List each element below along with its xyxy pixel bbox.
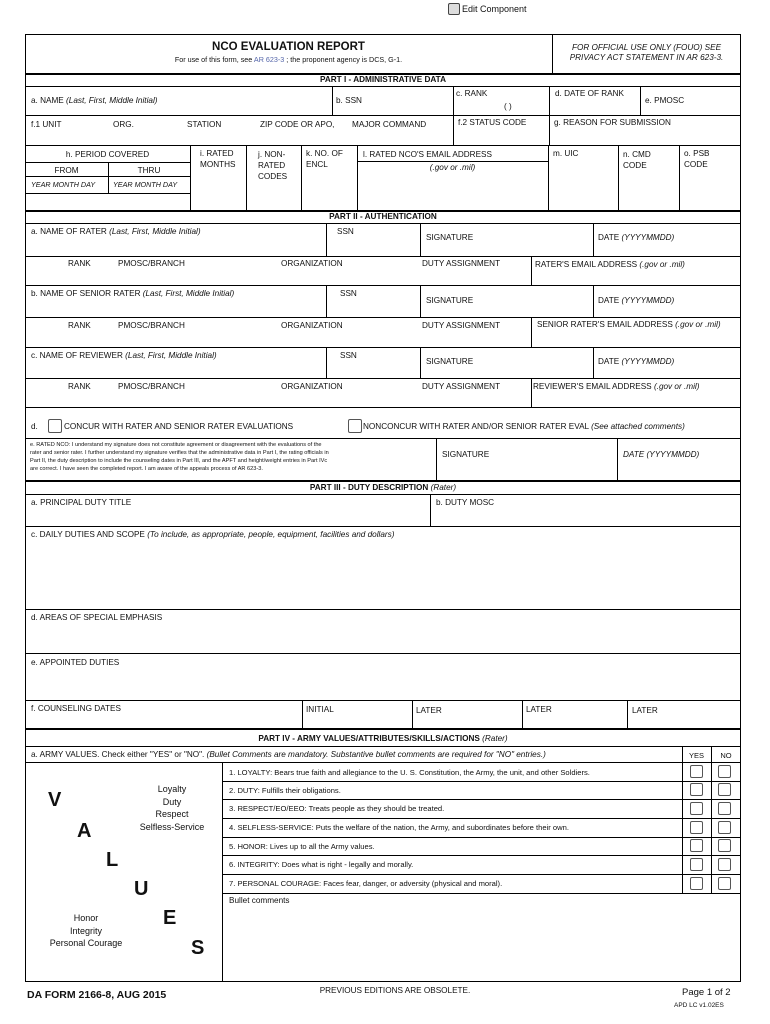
rater-date-label: DATE (YYYYMMDD) xyxy=(598,233,675,242)
form-id: DA FORM 2166-8, AUG 2015 xyxy=(27,989,167,1001)
rater-rank-label: RANK xyxy=(68,259,91,268)
bullet-comments-label: Bullet comments xyxy=(229,896,290,905)
senior-duty-label: DUTY ASSIGNMENT xyxy=(422,321,501,330)
values-letter-s: S xyxy=(191,937,205,959)
period-covered-label: h. PERIOD COVERED xyxy=(65,150,150,159)
reviewer-ssn-label: SSN xyxy=(340,351,357,360)
value-item-integrity: 6. INTEGRITY: Does what is right - legally and morally. xyxy=(229,860,414,869)
rated-nco-statement: e. RATED NCO: I understand my signature does not constitute agreement or disagreement with the evaluations of the rater and senior rater. I further understand my signature verifies that the administrative data in Part I, the rating officials in Part II, the duty description to include the counseling dates in Part III, and the APFT and height/weight entries in Part IVc are correct. I have seen the completed report. I am aware of the appeals process of AR 623-3. xyxy=(30,442,329,472)
no-header: NO xyxy=(720,751,732,760)
status-code-label: f.2 STATUS CODE xyxy=(458,118,527,127)
appointed-duties-label: e. APPOINTED DUTIES xyxy=(31,658,120,667)
values-letter-e: E xyxy=(163,907,177,929)
psb-code-label-2: CODE xyxy=(684,160,708,169)
senior-ssn-label: SSN xyxy=(340,289,357,298)
date-of-rank-label: d. DATE OF RANK xyxy=(555,89,624,98)
fouo-line-1: FOR OFFICIAL USE ONLY (FOUO) SEE xyxy=(571,43,722,52)
encl-label-2: ENCL xyxy=(306,160,328,169)
part1-heading: PART I - ADMINISTRATIVE DATA xyxy=(320,75,446,84)
part4-heading: PART IV - ARMY VALUES/ATTRIBUTES/SKILLS/ACTIONS (Rater) xyxy=(258,734,508,743)
from-format: YEAR MONTH DAY xyxy=(31,180,96,189)
rank-paren: ( ) xyxy=(504,102,512,111)
encl-label-1: k. NO. OF xyxy=(306,149,343,158)
counseling-initial-label: INITIAL xyxy=(306,705,334,714)
rank-label: c. RANK xyxy=(456,89,488,98)
part2-heading: PART II - AUTHENTICATION xyxy=(329,212,437,221)
special-emphasis-label: d. AREAS OF SPECIAL EMPHASIS xyxy=(31,613,163,622)
org-label: ORG. xyxy=(113,120,134,129)
duty-yes-checkbox[interactable] xyxy=(690,783,703,796)
nonrated-label-1: j. NON- xyxy=(258,150,286,159)
edit-component-label: Edit Component xyxy=(462,4,527,14)
value-item-personal-courage: 7. PERSONAL COURAGE: Faces fear, danger, or adversity (physical and moral). xyxy=(229,879,503,888)
fouo-line-2: PRIVACY ACT STATEMENT IN AR 623-3. xyxy=(569,53,724,62)
integrity-no-checkbox[interactable] xyxy=(718,858,731,871)
rated-nco-signature-label: SIGNATURE xyxy=(442,450,490,459)
nonconcur-label: NONCONCUR WITH RATER AND/OR SENIOR RATER EVAL (See attached comments) xyxy=(363,422,685,431)
reviewer-name-label: c. NAME OF REVIEWER (Last, First, Middle Initial) xyxy=(31,351,217,360)
value-item-respect: 3. RESPECT/EO/EEO: Treats people as they should be treated. xyxy=(229,804,445,813)
concur-d-label: d. xyxy=(31,422,38,431)
respect-yes-checkbox[interactable] xyxy=(690,802,703,815)
obsolete-notice: PREVIOUS EDITIONS ARE OBSOLETE. xyxy=(319,986,471,995)
values-letter-v: V xyxy=(48,789,62,811)
part1-box xyxy=(25,74,741,211)
rater-name-label: a. NAME OF RATER (Last, First, Middle Initial) xyxy=(31,227,201,236)
value-item-loyalty: 1. LOYALTY: Bears true faith and allegiance to the U. S. Constitution, the Army, the unit, and other Soldiers. xyxy=(229,768,590,777)
reviewer-rank-label: RANK xyxy=(68,382,91,391)
duty-mosc-label: b. DUTY MOSC xyxy=(436,498,495,507)
senior-email-label: SENIOR RATER'S EMAIL ADDRESS (.gov or .mil) xyxy=(537,320,721,329)
rater-email-label: RATER'S EMAIL ADDRESS (.gov or .mil) xyxy=(535,260,685,269)
rated-months-label-1: i. RATED xyxy=(200,149,234,158)
cmd-code-label-1: n. CMD xyxy=(623,150,651,159)
counseling-dates-label: f. COUNSELING DATES xyxy=(31,704,121,713)
values-list-left: Honor Integrity Personal Courage xyxy=(49,913,123,948)
army-values-label: a. ARMY VALUES. Check either "YES" or "NO". (Bullet Comments are mandatory. Substantive bullet comments are required for "NO" entries.) xyxy=(31,750,546,759)
value-item-duty: 2. DUTY: Fulfills their obligations. xyxy=(229,786,341,795)
counseling-later-2-label: LATER xyxy=(526,705,552,714)
rated-months-label-2: MONTHS xyxy=(200,160,236,169)
values-letter-a: A xyxy=(77,820,92,842)
loyalty-no-checkbox[interactable] xyxy=(718,765,731,778)
form-subtitle: For use of this form, see AR 623-3 ; the proponent agency is DCS, G-1. xyxy=(174,55,403,64)
integrity-yes-checkbox[interactable] xyxy=(690,858,703,871)
from-label: FROM xyxy=(54,166,79,175)
selfless-service-no-checkbox[interactable] xyxy=(718,821,731,834)
major-command-label: MAJOR COMMAND xyxy=(352,120,427,129)
form-version: APD LC v1.02ES xyxy=(674,1002,724,1009)
senior-signature-label: SIGNATURE xyxy=(426,296,474,305)
daily-duties-label: c. DAILY DUTIES AND SCOPE (To include, as appropriate, people, equipment, facilities and dollars) xyxy=(31,530,395,539)
thru-format: YEAR MONTH DAY xyxy=(113,180,178,189)
reviewer-email-label: REVIEWER'S EMAIL ADDRESS (.gov or .mil) xyxy=(533,382,700,391)
nonconcur-checkbox[interactable] xyxy=(348,419,362,433)
page-number: Page 1 of 2 xyxy=(682,987,731,998)
part3-heading: PART III - DUTY DESCRIPTION (Rater) xyxy=(309,483,457,492)
nonrated-label-2: RATED xyxy=(258,161,286,170)
counseling-later-1-label: LATER xyxy=(416,706,442,715)
reviewer-date-label: DATE (YYYYMMDD) xyxy=(598,357,675,366)
personal-courage-no-checkbox[interactable] xyxy=(718,877,731,890)
rater-org-label: ORGANIZATION xyxy=(281,259,343,268)
rater-ssn-label: SSN xyxy=(337,227,354,236)
station-label: STATION xyxy=(187,120,222,129)
duty-no-checkbox[interactable] xyxy=(718,783,731,796)
concur-checkbox[interactable] xyxy=(48,419,62,433)
values-list-right: Loyalty Duty Respect Selfless-Service xyxy=(139,784,205,832)
personal-courage-yes-checkbox[interactable] xyxy=(690,877,703,890)
rated-nco-email-label: l. RATED NCO'S EMAIL ADDRESS xyxy=(363,150,492,159)
senior-pmosc-label: PMOSC/BRANCH xyxy=(118,321,185,330)
loyalty-yes-checkbox[interactable] xyxy=(690,765,703,778)
name-label: a. NAME (Last, First, Middle Initial) xyxy=(31,96,158,105)
concur-label: CONCUR WITH RATER AND SENIOR RATER EVALUATIONS xyxy=(64,422,294,431)
thru-label: THRU xyxy=(137,166,161,175)
reviewer-signature-label: SIGNATURE xyxy=(426,357,474,366)
yes-header: YES xyxy=(688,751,704,760)
rater-signature-label: SIGNATURE xyxy=(426,233,474,242)
rater-pmosc-label: PMOSC/BRANCH xyxy=(118,259,185,268)
honor-yes-checkbox[interactable] xyxy=(690,839,703,852)
form-title: NCO EVALUATION REPORT xyxy=(212,41,365,53)
senior-rank-label: RANK xyxy=(68,321,91,330)
unit-label: f.1 UNIT xyxy=(31,120,62,129)
senior-date-label: DATE (YYYYMMDD) xyxy=(598,296,675,305)
values-letter-l: L xyxy=(106,849,119,871)
reviewer-org-label: ORGANIZATION xyxy=(281,382,343,391)
reason-label: g. REASON FOR SUBMISSION xyxy=(554,118,671,127)
value-item-selfless-service: 4. SELFLESS-SERVICE: Puts the welfare of the nation, the Army, and subordinates before their own. xyxy=(229,823,569,832)
reviewer-duty-label: DUTY ASSIGNMENT xyxy=(422,382,501,391)
zip-label: ZIP CODE OR APO, xyxy=(260,120,335,129)
values-letter-u: U xyxy=(134,878,149,900)
cmd-code-label-2: CODE xyxy=(623,161,647,170)
rated-nco-date-label: DATE (YYYYMMDD) xyxy=(623,450,700,459)
senior-org-label: ORGANIZATION xyxy=(281,321,343,330)
reviewer-pmosc-label: PMOSC/BRANCH xyxy=(118,382,185,391)
part3-box xyxy=(25,481,741,729)
nonrated-label-3: CODES xyxy=(258,172,288,181)
email-hint: (.gov or .mil) xyxy=(429,163,476,172)
principal-duty-label: a. PRINCIPAL DUTY TITLE xyxy=(31,498,132,507)
senior-rater-name-label: b. NAME OF SENIOR RATER (Last, First, Middle Initial) xyxy=(31,289,235,298)
rater-duty-label: DUTY ASSIGNMENT xyxy=(422,259,501,268)
pmosc-label: e. PMOSC xyxy=(645,96,685,105)
uic-label: m. UIC xyxy=(553,149,579,158)
selfless-service-yes-checkbox[interactable] xyxy=(690,821,703,834)
edit-component-checkbox[interactable] xyxy=(448,3,460,15)
value-item-honor: 5. HONOR: Lives up to all the Army values. xyxy=(229,842,375,851)
psb-code-label-1: o. PSB xyxy=(684,149,710,158)
respect-no-checkbox[interactable] xyxy=(718,802,731,815)
counseling-later-3-label: LATER xyxy=(632,706,658,715)
ssn-label: b. SSN xyxy=(336,96,362,105)
honor-no-checkbox[interactable] xyxy=(718,839,731,852)
